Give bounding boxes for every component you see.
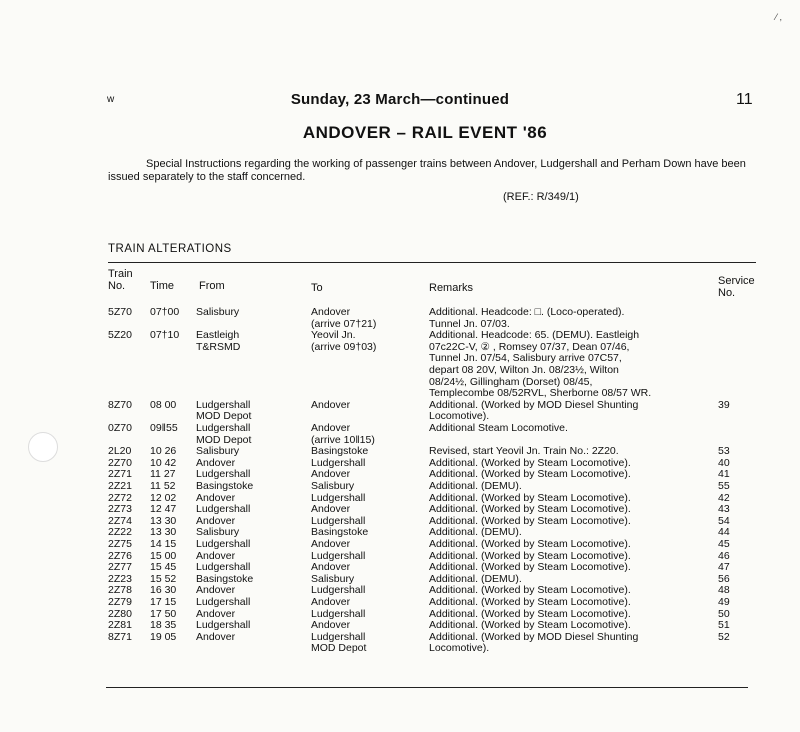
cell-from: Andover xyxy=(196,549,236,562)
table-row xyxy=(0,434,800,446)
cell-from: Ludgershall xyxy=(196,422,251,434)
cell-time: 17 15 xyxy=(150,596,177,608)
cell-train: 5Z20 xyxy=(108,329,132,342)
cell-remarks: Additional. (Worked by Steam Locomotive). xyxy=(429,596,631,608)
table-row xyxy=(0,631,800,643)
cell-to: Andover xyxy=(311,596,351,608)
cell-from: MOD Depot xyxy=(196,433,252,446)
cell-from: Andover xyxy=(196,456,236,469)
cell-remarks: Tunnel Jn. 07/54, Salisbury arrive 07C57, xyxy=(429,352,622,365)
column-header-service-line2: No. xyxy=(718,287,736,299)
cell-time: 17 50 xyxy=(150,607,177,620)
cell-from: Ludgershall xyxy=(196,561,251,574)
cell-from: MOD Depot xyxy=(196,410,252,423)
cell-service: 42 xyxy=(718,491,730,504)
scan-specks: ⁄ , xyxy=(775,12,782,22)
table-row xyxy=(0,515,800,527)
cell-from: Salisbury xyxy=(196,306,240,318)
cell-time: 10 26 xyxy=(150,445,177,458)
cell-to: MOD Depot xyxy=(311,642,367,655)
cell-from: Basingstoke xyxy=(196,480,254,492)
cell-train: 2Z23 xyxy=(108,572,132,585)
cell-from: Andover xyxy=(196,630,236,643)
cell-time: 18 35 xyxy=(150,619,177,632)
cell-remarks: Additional. (Worked by Steam Locomotive). xyxy=(429,491,631,504)
cell-to: Ludgershall xyxy=(311,607,366,620)
cell-remarks: Additional. Headcode: 65. (DEMU). Eastleigh xyxy=(429,329,640,342)
cell-to: Ludgershall xyxy=(311,514,366,527)
table-row xyxy=(0,550,800,562)
cell-from: T&RSMD xyxy=(196,340,241,353)
column-header-to: To xyxy=(311,282,323,294)
cell-train: 2Z73 xyxy=(108,503,132,516)
cell-from: Andover xyxy=(196,491,236,504)
cell-train: 8Z70 xyxy=(108,398,132,411)
cell-from: Ludgershall xyxy=(196,468,251,481)
cell-time: 15 45 xyxy=(150,561,177,574)
cell-train: 2Z71 xyxy=(108,468,132,481)
cell-time: 12 02 xyxy=(150,491,177,504)
cell-service: 53 xyxy=(718,445,730,458)
cell-remarks: Additional. (Worked by Steam Locomotive). xyxy=(429,549,631,562)
page-header: Sunday, 23 March—continued xyxy=(290,91,510,108)
cell-from: Ludgershall xyxy=(196,503,251,516)
section-heading: TRAIN ALTERATIONS xyxy=(108,243,232,255)
column-header-remarks: Remarks xyxy=(429,282,474,294)
cell-to: (arrive 07†21) xyxy=(311,317,377,330)
cell-from: Salisbury xyxy=(196,445,240,458)
cell-service: 45 xyxy=(718,538,730,550)
table-row xyxy=(0,445,800,457)
page-number: 11 xyxy=(736,91,753,108)
cell-remarks: Tunnel Jn. 07/03. xyxy=(429,317,510,330)
cell-remarks: depart 08 20V, Wilton Jn. 08/23½, Wilton xyxy=(429,364,619,376)
cell-to: Basingstoke xyxy=(311,526,369,539)
cell-to: Salisbury xyxy=(311,480,355,492)
cell-from: Ludgershall xyxy=(196,398,251,411)
cell-remarks: Templecombe 08/52RVL, Sherborne 08/57 WR. xyxy=(429,387,652,400)
cell-service: 56 xyxy=(718,572,730,585)
cell-remarks: Revised, start Yeovil Jn. Train No.: 2Z20. xyxy=(429,445,619,458)
column-header-service-line1: Service xyxy=(718,275,755,287)
cell-to: Andover xyxy=(311,538,351,550)
cell-to: Salisbury xyxy=(311,572,355,585)
cell-train: 2Z70 xyxy=(108,456,132,469)
cell-train: 2Z76 xyxy=(108,549,132,562)
reference-code: (REF.: R/349/1) xyxy=(503,191,579,203)
table-row xyxy=(0,492,800,504)
cell-time: 09‖55 xyxy=(150,422,178,434)
table-row xyxy=(0,352,800,364)
table-row xyxy=(0,387,800,399)
table-row xyxy=(0,503,800,515)
cell-train: 2L20 xyxy=(108,445,132,458)
cell-service: 54 xyxy=(718,514,730,527)
table-row xyxy=(0,306,800,318)
cell-to: Ludgershall xyxy=(311,584,366,597)
cell-to: Ludgershall xyxy=(311,630,366,643)
table-row xyxy=(0,561,800,573)
cell-from: Andover xyxy=(196,607,236,620)
cell-remarks: Additional. (Worked by Steam Locomotive). xyxy=(429,468,631,481)
cell-remarks: Additional. (Worked by Steam Locomotive). xyxy=(429,538,631,550)
table-row xyxy=(0,526,800,538)
cell-time: 16 30 xyxy=(150,584,177,597)
cell-remarks: Additional. (Worked by Steam Locomotive). xyxy=(429,619,631,632)
table-row xyxy=(0,399,800,411)
cell-time: 11 52 xyxy=(150,480,176,492)
cell-time: 13 30 xyxy=(150,514,177,527)
column-header-train xyxy=(108,268,133,292)
cell-to: Andover xyxy=(311,422,351,434)
cell-to: Andover xyxy=(311,306,351,318)
cell-to: (arrive 09†03) xyxy=(311,340,377,353)
cell-train: 2Z22 xyxy=(108,526,132,539)
table-top-rule xyxy=(108,262,756,263)
cell-from: Eastleigh xyxy=(196,329,240,342)
column-header-service xyxy=(718,275,755,299)
table-row xyxy=(0,584,800,596)
cell-train: 2Z72 xyxy=(108,491,132,504)
cell-to: Ludgershall xyxy=(311,491,366,504)
cell-remarks: Additional. (Worked by Steam Locomotive). xyxy=(429,561,631,574)
table-row xyxy=(0,573,800,585)
cell-service: 44 xyxy=(718,526,730,539)
cell-time: 19 05 xyxy=(150,630,177,643)
cell-remarks: Additional. (Worked by Steam Locomotive). xyxy=(429,514,631,527)
column-header-from: From xyxy=(199,280,225,292)
cell-to: Yeovil Jn. xyxy=(311,329,356,342)
cell-remarks: Additional Steam Locomotive. xyxy=(429,422,568,434)
table-row xyxy=(0,410,800,422)
cell-remarks: Additional. (DEMU). xyxy=(429,572,522,585)
cell-service: 52 xyxy=(718,630,730,643)
table-row xyxy=(0,596,800,608)
cell-from: Salisbury xyxy=(196,526,240,539)
cell-remarks: Additional. Headcode: □. (Loco-operated). xyxy=(429,306,625,318)
cell-service: 47 xyxy=(718,561,730,574)
cell-time: 14 15 xyxy=(150,538,177,550)
cell-remarks: Additional. (Worked by Steam Locomotive). xyxy=(429,503,631,516)
cell-time: 08 00 xyxy=(150,398,177,411)
table-bottom-rule xyxy=(106,687,748,688)
cell-service: 41 xyxy=(718,468,730,481)
cell-remarks: Additional. (DEMU). xyxy=(429,526,522,539)
column-header-train-line1: Train xyxy=(108,268,133,280)
cell-remarks: Additional. (Worked by MOD Diesel Shunting xyxy=(429,398,639,411)
table-row xyxy=(0,468,800,480)
cell-train: 2Z21 xyxy=(108,480,132,492)
cell-service: 55 xyxy=(718,480,730,492)
cell-time: 11 27 xyxy=(150,468,176,481)
table-row xyxy=(0,376,800,388)
table-row xyxy=(0,422,800,434)
cell-to: Andover xyxy=(311,468,351,481)
column-header-train-line2: No. xyxy=(108,280,126,292)
cell-service: 51 xyxy=(718,619,730,632)
cell-remarks: 08/24½, Gillingham (Dorset) 08/45, xyxy=(429,375,593,388)
cell-remarks: Locomotive). xyxy=(429,410,490,423)
cell-remarks: Additional. (Worked by Steam Locomotive). xyxy=(429,456,631,469)
cell-from: Ludgershall xyxy=(196,619,251,632)
cell-time: 15 52 xyxy=(150,572,177,585)
cell-service: 48 xyxy=(718,584,730,597)
table-row xyxy=(0,329,800,341)
cell-time: 10 42 xyxy=(150,456,177,469)
cell-to: Andover xyxy=(311,503,351,516)
cell-train: 2Z79 xyxy=(108,596,132,608)
cell-time: 15 00 xyxy=(150,549,177,562)
table-row xyxy=(0,318,800,330)
cell-remarks: Locomotive). xyxy=(429,642,490,655)
cell-remarks: Additional. (Worked by MOD Diesel Shunting xyxy=(429,630,639,643)
table-row xyxy=(0,364,800,376)
cell-train: 2Z81 xyxy=(108,619,132,632)
cell-service: 46 xyxy=(718,549,730,562)
table-row xyxy=(0,341,800,353)
cell-train: 0Z70 xyxy=(108,422,132,434)
cell-service: 43 xyxy=(718,503,730,516)
cell-to: Ludgershall xyxy=(311,549,366,562)
table-row xyxy=(0,619,800,631)
cell-to: Basingstoke xyxy=(311,445,369,458)
cell-remarks: Additional. (Worked by Steam Locomotive). xyxy=(429,607,631,620)
cell-from: Ludgershall xyxy=(196,538,251,550)
table-row xyxy=(0,457,800,469)
cell-train: 5Z70 xyxy=(108,306,132,318)
cell-train: 8Z71 xyxy=(108,630,132,643)
table-row xyxy=(0,480,800,492)
cell-remarks: Additional. (DEMU). xyxy=(429,480,522,492)
event-title: ANDOVER – RAIL EVENT '86 xyxy=(302,123,548,142)
cell-time: 07†10 xyxy=(150,329,180,342)
intro-paragraph: Special Instructions regarding the working of passenger trains between Andover, Ludgershall and Perham Down have been issued separately to the staff concerned. xyxy=(108,158,746,183)
corner-mark: w xyxy=(107,94,115,105)
cell-train: 2Z78 xyxy=(108,584,132,597)
cell-remarks: 07c22C-V, ② , Romsey 07/37, Dean 07/46, xyxy=(429,340,630,353)
cell-from: Basingstoke xyxy=(196,572,254,585)
cell-from: Andover xyxy=(196,514,236,527)
table-row xyxy=(0,642,800,654)
cell-to: Andover xyxy=(311,561,351,574)
cell-to: Andover xyxy=(311,619,351,632)
cell-service: 49 xyxy=(718,596,730,608)
punch-hole xyxy=(28,432,58,462)
cell-time: 12 47 xyxy=(150,503,177,516)
table-row xyxy=(0,538,800,550)
cell-from: Andover xyxy=(196,584,236,597)
cell-to: Ludgershall xyxy=(311,456,366,469)
column-header-time: Time xyxy=(150,280,175,292)
cell-train: 2Z80 xyxy=(108,607,132,620)
cell-time: 13 30 xyxy=(150,526,177,539)
cell-to: (arrive 10‖15) xyxy=(311,433,375,446)
cell-from: Ludgershall xyxy=(196,596,251,608)
cell-train: 2Z77 xyxy=(108,561,132,574)
cell-remarks: Additional. (Worked by Steam Locomotive). xyxy=(429,584,631,597)
cell-time: 07†00 xyxy=(150,306,180,318)
cell-to: Andover xyxy=(311,398,351,411)
cell-train: 2Z74 xyxy=(108,514,132,527)
cell-service: 40 xyxy=(718,456,730,469)
cell-service: 39 xyxy=(718,398,730,411)
table-row xyxy=(0,608,800,620)
cell-service: 50 xyxy=(718,607,730,620)
cell-train: 2Z75 xyxy=(108,538,132,550)
